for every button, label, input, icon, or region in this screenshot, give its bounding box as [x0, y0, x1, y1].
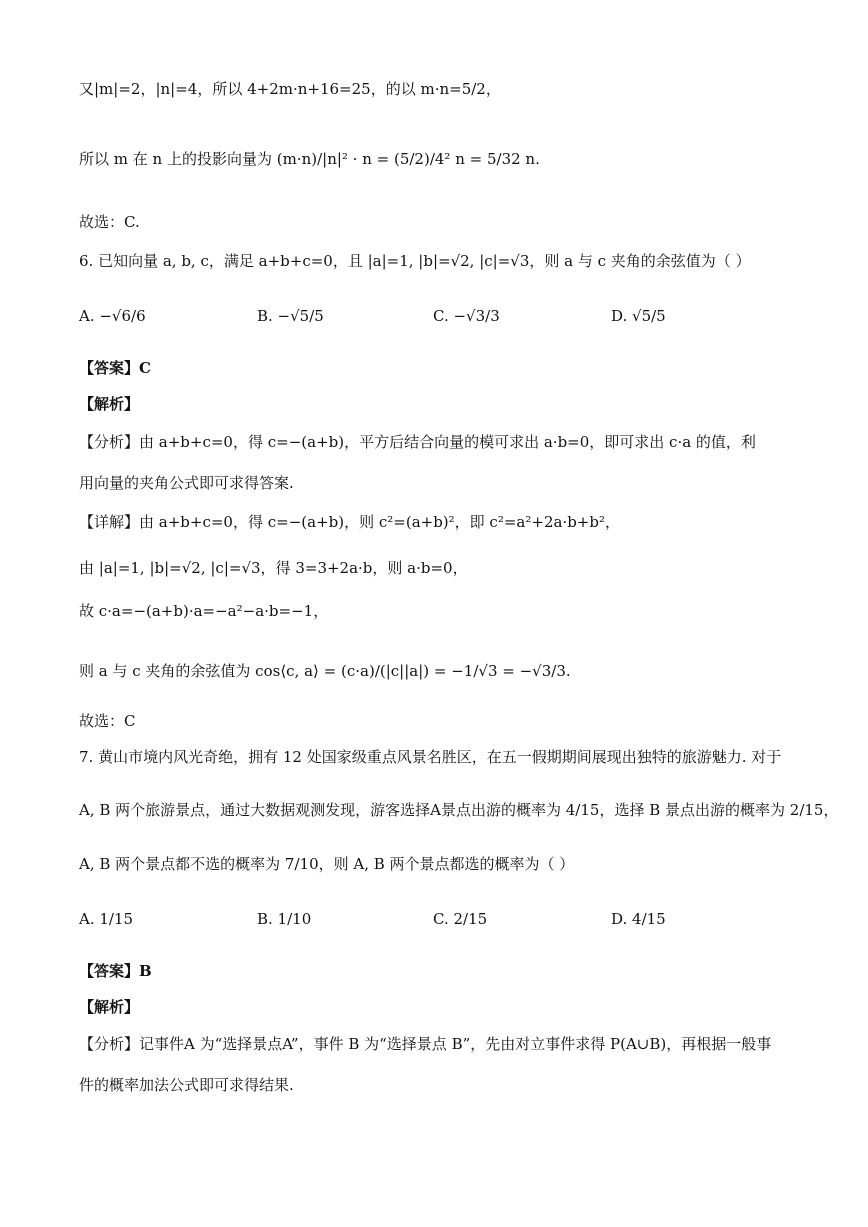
- question-7-stem: 7. 黄山市境内风光奇绝，拥有 12 处国家级重点风景名胜区，在五一假期期间展现出独特的旅游魅力. 对于: [79, 748, 782, 766]
- analysis-heading: 【解析】: [79, 395, 140, 413]
- solution-text: 故 c·a=−(a+b)·a=−a²−a·b=−1，: [79, 602, 329, 620]
- choice-result: 故选：C: [79, 712, 136, 730]
- option-b: B. 1/10: [257, 910, 312, 928]
- analysis-text: 件的概率加法公式即可求得结果.: [79, 1076, 294, 1094]
- analysis-text: 【分析】由 a+b+c=0，得 c=−(a+b)，平方后结合向量的模可求出 a·b=0，即可求出 c·a 的值，利: [79, 433, 756, 451]
- analysis-text: 用向量的夹角公式即可求得答案.: [79, 474, 294, 492]
- answer-label: 【答案】C: [79, 359, 151, 377]
- option-d: D. √5/5: [611, 307, 666, 325]
- text-line: 所以 m 在 n 上的投影向量为 (m·n)/|n|² · n = (5/2)/4² n = 5/32 n.: [79, 150, 540, 168]
- answer-label: 【答案】B: [79, 962, 152, 980]
- option-b: B. −√5/5: [257, 307, 324, 325]
- question-6-stem: 6. 已知向量 a, b, c，满足 a+b+c=0，且 |a|=1, |b|=√2, |c|=√3，则 a 与 c 夹角的余弦值为（ ）: [79, 252, 751, 270]
- option-d: D. 4/15: [611, 910, 666, 928]
- solution-text: 【详解】由 a+b+c=0，得 c=−(a+b)，则 c²=(a+b)²，即 c²=a²+2a·b+b²，: [79, 513, 620, 531]
- option-c: C. 2/15: [433, 910, 488, 928]
- question-7-stem: A, B 两个旅游景点，通过大数据观测发现，游客选择A景点出游的概率为 4/15，选择 B 景点出游的概率为 2/15，: [79, 801, 839, 819]
- analysis-heading: 【解析】: [79, 998, 140, 1016]
- text-line: 又|m|=2，|n|=4，所以 4+2m·n+16=25，的以 m·n=5/2，: [79, 80, 501, 98]
- question-7-stem: A, B 两个景点都不选的概率为 7/10，则 A, B 两个景点都选的概率为（ ）: [79, 855, 575, 873]
- solution-text: 由 |a|=1, |b|=√2, |c|=√3，得 3=3+2a·b，则 a·b=0，: [79, 559, 468, 577]
- solution-text: 则 a 与 c 夹角的余弦值为 cos⟨c, a⟩ = (c·a)/(|c||a|) = −1/√3 = −√3/3.: [79, 662, 571, 680]
- option-c: C. −√3/3: [433, 307, 500, 325]
- analysis-text: 【分析】记事件A 为“选择景点A”，事件 B 为“选择景点 B”，先由对立事件求得 P(A∪B)，再根据一般事: [79, 1035, 772, 1053]
- option-a: A. 1/15: [79, 910, 134, 928]
- text-line: 故选：C.: [79, 213, 140, 231]
- option-a: A. −√6/6: [79, 307, 146, 325]
